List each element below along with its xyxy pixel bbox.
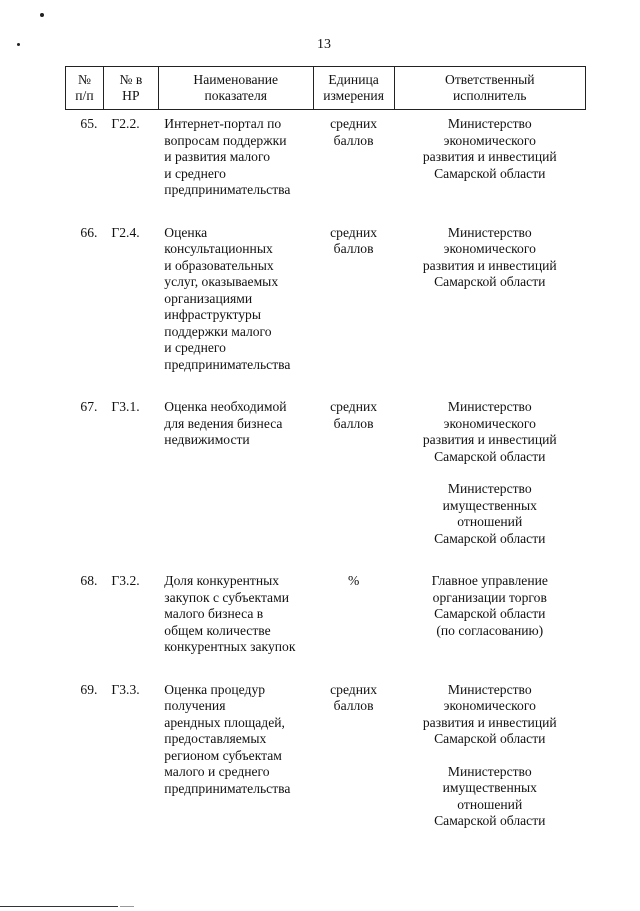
name-line: организациями (164, 290, 253, 306)
name-line: арендных площадей, (164, 714, 285, 730)
responsible-line: развития и инвестиций (422, 714, 557, 730)
responsible-executor (396, 399, 583, 465)
responsible-line: Самарской области (434, 165, 546, 181)
row-nr-code: Г2.2. (111, 116, 140, 131)
header-num: № п/п (66, 67, 104, 110)
responsible-executor (396, 682, 583, 748)
name-line: малого и среднего (164, 764, 270, 779)
responsible-executor (396, 225, 583, 291)
row-responsible (394, 567, 585, 676)
responsible-line: Самарской области (434, 448, 546, 464)
name-line: Оценка (164, 224, 208, 240)
row-unit (313, 393, 394, 567)
name-line: Оценка необходимой (164, 399, 287, 414)
responsible-line: экономического (443, 241, 536, 256)
responsible-executor (396, 481, 583, 547)
responsible-line: Самарской области (434, 274, 546, 289)
footer-rule-mark (120, 906, 134, 907)
unit-line: баллов (333, 132, 374, 148)
table-row (66, 393, 586, 567)
row-responsible (394, 219, 585, 394)
header-nr: № в НР (103, 67, 158, 110)
responsible-line: Министерство (447, 763, 532, 779)
responsible-line: Самарской области (434, 813, 546, 828)
name-line: конкурентных закупок (164, 639, 296, 654)
page-number: 13 (317, 37, 331, 52)
row-indicator-name (158, 219, 313, 394)
name-line: инфраструктуры (164, 307, 261, 322)
responsible-line: Самарской области (434, 731, 546, 746)
table-body (66, 110, 586, 850)
row-number: 68. (80, 573, 98, 588)
name-line: услуг, оказываемых (164, 274, 279, 289)
name-line: Доля конкурентных (164, 573, 280, 588)
name-line: вопросам поддержки (164, 132, 287, 148)
name-line: и среднего (164, 340, 226, 355)
row-responsible (394, 393, 585, 567)
table-row (66, 110, 586, 219)
name-line: для ведения бизнеса (164, 415, 283, 431)
table-row (66, 567, 586, 676)
unit-line: баллов (333, 241, 374, 256)
unit-line: средних (330, 399, 378, 414)
table-header-row (66, 67, 586, 110)
name-line: Интернет-портал по (164, 116, 282, 131)
responsible-executor (396, 764, 583, 830)
header-indicator-name: Наименование показателя (158, 67, 313, 110)
responsible-executor (396, 573, 583, 639)
responsible-line: отношений (457, 796, 523, 812)
scan-speck (40, 13, 44, 17)
name-line: поддержки малого (164, 323, 272, 339)
row-unit (313, 676, 394, 850)
table-row (66, 676, 586, 850)
row-indicator-name (158, 393, 313, 567)
responsible-line: (по согласованию) (436, 622, 544, 638)
name-line: и среднего (164, 165, 226, 181)
row-number: 67. (80, 399, 98, 414)
responsible-line: организации торгов (432, 589, 547, 605)
responsible-line: Министерство (447, 399, 532, 414)
name-line: малого бизнеса в (164, 606, 264, 621)
responsible-line: экономического (443, 698, 536, 713)
name-line: предпринимательства (164, 356, 291, 372)
row-unit (313, 567, 394, 676)
responsible-line: Самарской области (434, 530, 546, 546)
responsible-executor (396, 116, 583, 182)
row-unit (313, 110, 394, 219)
responsible-line: Самарской области (434, 606, 546, 621)
unit-line: средних (330, 681, 378, 697)
unit-line: средних (330, 224, 378, 240)
responsible-line: отношений (457, 514, 523, 529)
row-number: 66. (80, 224, 98, 240)
name-line: Оценка процедур (164, 681, 266, 697)
unit-line: баллов (333, 698, 374, 713)
responsible-line: имущественных (442, 497, 537, 513)
responsible-line: Министерство (447, 116, 532, 131)
responsible-line: Министерство (447, 681, 532, 697)
name-line: предпринимательства (164, 780, 291, 796)
header-responsible: Ответственный исполнитель (394, 67, 585, 110)
row-nr-code: Г3.3. (111, 681, 140, 697)
table-row (66, 219, 586, 394)
indicators-table (65, 66, 586, 850)
footer-rule (0, 906, 118, 907)
responsible-line: Министерство (447, 224, 532, 240)
unit-line: баллов (333, 415, 374, 431)
responsible-line: развития и инвестиций (422, 432, 557, 447)
row-responsible (394, 110, 585, 219)
row-number: 65. (80, 116, 98, 131)
name-line: недвижимости (164, 432, 250, 447)
responsible-line: экономического (443, 132, 536, 148)
name-line: регионом субъектам (164, 747, 282, 763)
name-line: общем количестве (164, 622, 271, 638)
header-unit: Единица измерения (313, 67, 394, 110)
row-unit (313, 219, 394, 394)
name-line: предоставляемых (164, 731, 267, 746)
unit-line: средних (330, 116, 378, 131)
row-number: 69. (80, 681, 98, 697)
name-line: и развития малого (164, 149, 271, 164)
responsible-line: Министерство (447, 481, 532, 496)
responsible-line: Главное управление (431, 573, 548, 588)
responsible-line: развития и инвестиций (422, 149, 557, 164)
row-nr-code: Г3.1. (111, 399, 140, 414)
name-line: консультационных (164, 241, 273, 256)
name-line: предпринимательства (164, 182, 291, 197)
row-responsible (394, 676, 585, 850)
responsible-line: экономического (443, 415, 536, 431)
row-nr-code: Г3.2. (111, 573, 140, 588)
name-line: и образовательных (164, 257, 274, 273)
name-line: закупок с субъектами (164, 589, 289, 605)
responsible-line: развития и инвестиций (422, 257, 557, 273)
name-line: получения (164, 698, 226, 713)
row-nr-code: Г2.4. (111, 224, 140, 240)
row-indicator-name (158, 567, 313, 676)
responsible-line: имущественных (442, 780, 537, 795)
row-indicator-name (158, 110, 313, 219)
row-indicator-name (158, 676, 313, 850)
unit-line: % (347, 573, 360, 588)
